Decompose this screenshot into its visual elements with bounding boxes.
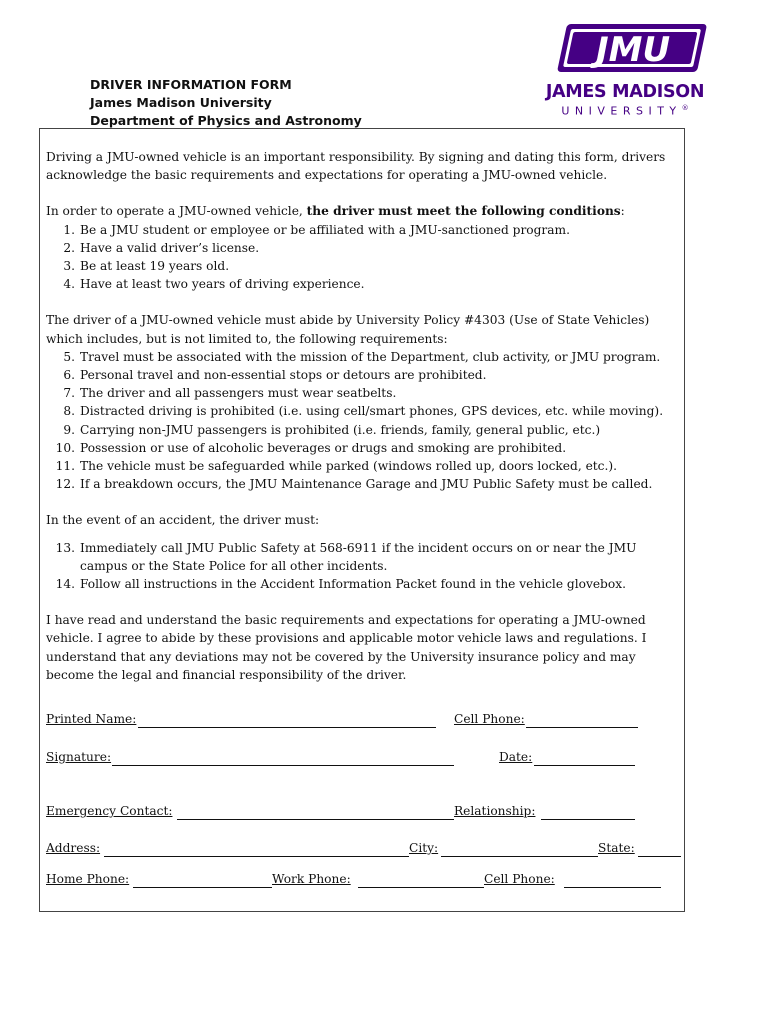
home-phone-field[interactable] (133, 887, 272, 888)
signature-label: Signature: (46, 750, 112, 764)
list-item: 13. Immediately call JMU Public Safety at 568-6911 if the incident occurs on or near the JMU campus or the State Police for all other incidents. (55, 540, 637, 573)
list-item: 11. The vehicle must be safeguarded while parked (windows rolled up, doors locked, etc.). (55, 459, 618, 474)
list-item: 9. Carrying non-JMU passengers is prohibited (i.e. friends, family, general public, etc.) (63, 422, 601, 437)
city-field[interactable] (441, 856, 598, 857)
address-label: Address: (46, 841, 101, 855)
list-item: 2. Have a valid driver’s license. (63, 240, 260, 255)
cell-phone-2-field[interactable] (564, 887, 661, 888)
list-item: 3. Be at least 19 years old. (63, 259, 230, 274)
acknowledgement-paragraph: I have read and understand the basic requirements and expectations for operating a JMU-owned vehicle. I agree to abide by these provisions and applicable motor vehicle laws and regulations. I understand that any deviations may not be covered by the University insurance policy and may become the legal and financial responsibility of the driver. (46, 613, 647, 682)
work-phone-label: Work Phone: (272, 872, 351, 886)
address-field[interactable] (104, 856, 409, 857)
logo-university: UNIVERSITY® (561, 104, 689, 118)
university-name: James Madison University (90, 95, 272, 110)
conditions-list (46, 221, 686, 294)
logo-name: JAMES MADISON (545, 82, 705, 102)
cell-phone-2-label: Cell Phone: (484, 872, 555, 886)
relationship-field[interactable] (541, 819, 635, 820)
list-item: 12. If a breakdown occurs, the JMU Maintenance Garage and JMU Public Safety must be called. (55, 477, 653, 492)
list-item: 7. The driver and all passengers must wear seatbelts. (63, 386, 397, 401)
policy-lead: The driver of a JMU-owned vehicle must abide by University Policy #4303 (Use of State Vehicles) which includes, but is not limited to, the following requirements: (46, 313, 650, 346)
cell-phone-field[interactable] (526, 727, 638, 728)
form-title: DRIVER INFORMATION FORM (90, 77, 292, 92)
accident-list (46, 539, 686, 594)
form-header (90, 76, 362, 130)
state-field[interactable] (638, 856, 681, 857)
emergency-contact-label: Emergency Contact: (46, 804, 173, 818)
cell-phone-label: Cell Phone: (454, 712, 525, 726)
jmu-logo-mark (530, 20, 720, 80)
state-label: State: (598, 841, 635, 855)
emergency-contact-field[interactable] (177, 819, 454, 820)
date-field[interactable] (534, 765, 635, 766)
list-item: 5. Travel must be associated with the mission of the Department, club activity, or JMU program. (63, 349, 661, 364)
department-name: Department of Physics and Astronomy (90, 113, 362, 128)
list-item: 10. Possession or use of alcoholic beverages or drugs and smoking are prohibited. (55, 440, 567, 455)
list-item: 8. Distracted driving is prohibited (i.e. using cell/smart phones, GPS devices, etc. while moving). (63, 404, 664, 419)
jmu-logo (530, 20, 720, 120)
list-item: 1. Be a JMU student or employee or be affiliated with a JMU-sanctioned program. (63, 222, 570, 237)
intro-paragraph: Driving a JMU-owned vehicle is an important responsibility. By signing and dating this form, drivers acknowledge the basic requirements and expectations for operating a JMU-owned vehicle. (46, 150, 666, 183)
conditions-lead: In order to operate a JMU-owned vehicle, the driver must meet the following conditions: (46, 204, 625, 219)
date-label: Date: (499, 750, 533, 764)
form-body (46, 148, 686, 684)
city-label: City: (409, 841, 439, 855)
list-item: 14. Follow all instructions in the Accident Information Packet found in the vehicle glovebox. (55, 577, 626, 592)
relationship-label: Relationship: (454, 804, 536, 818)
list-item: 4. Have at least two years of driving experience. (63, 277, 365, 292)
logo-mark-text: JMU (595, 30, 671, 70)
accident-lead: In the event of an accident, the driver must: (46, 513, 320, 528)
work-phone-field[interactable] (358, 887, 484, 888)
policy-list (46, 348, 686, 494)
home-phone-label: Home Phone: (46, 872, 130, 886)
list-item: 6. Personal travel and non-essential stops or detours are prohibited. (63, 368, 487, 383)
printed-name-field[interactable] (138, 727, 436, 728)
printed-name-label: Printed Name: (46, 712, 137, 726)
signature-field[interactable] (112, 765, 454, 766)
